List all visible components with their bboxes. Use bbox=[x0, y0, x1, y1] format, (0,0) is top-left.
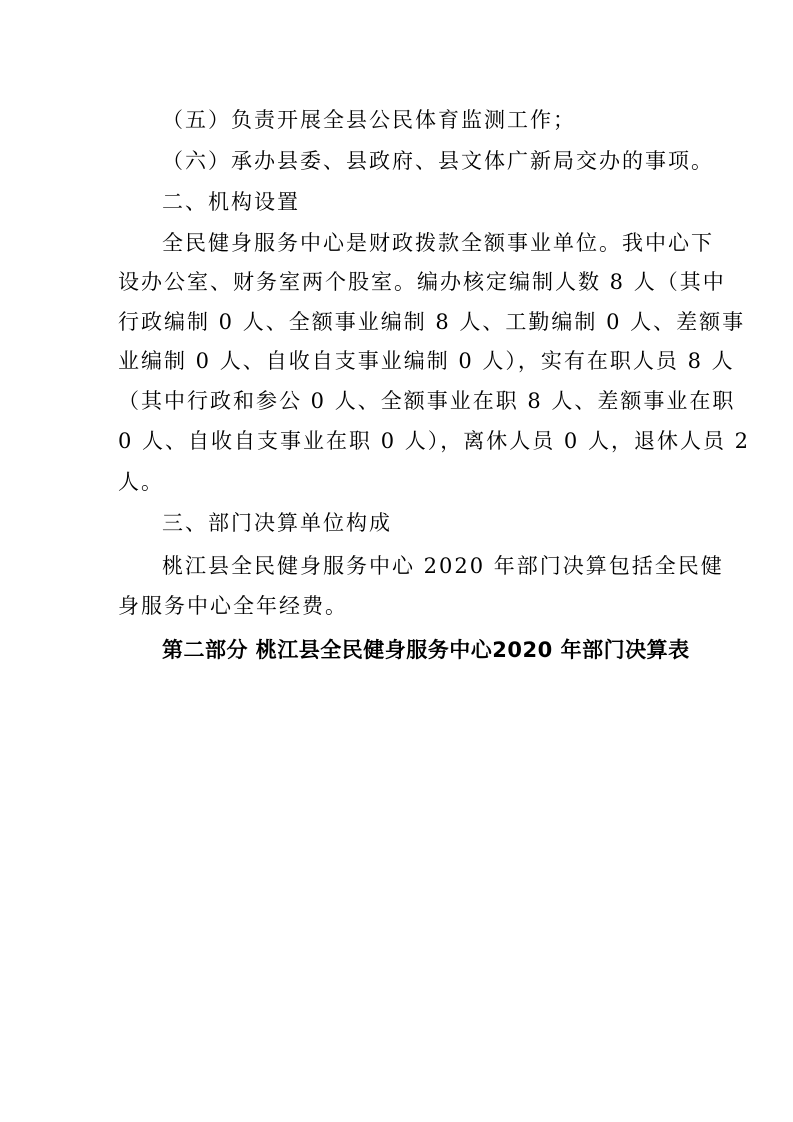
section-2-paragraph-line: 0 人、自收自支事业在职 0 人），离休人员 0 人，退休人员 2 bbox=[118, 429, 750, 453]
section-2-paragraph-line: 行政编制 0 人、全额事业编制 8 人、工勤编制 0 人、差额事 bbox=[118, 310, 746, 334]
section-3-heading: 三、部门决算单位构成 bbox=[162, 511, 392, 535]
section-2-paragraph-line: 人。 bbox=[118, 470, 164, 494]
section-2-heading: 二、机构设置 bbox=[162, 190, 300, 214]
section-3-paragraph-line: 桃江县全民健身服务中心 2020 年部门决算包括全民健 bbox=[162, 554, 724, 578]
item-5-text: （五）负责开展全县公民体育监测工作； bbox=[162, 108, 576, 132]
section-2-paragraph-line: 设办公室、财务室两个股室。编办核定编制人数 8 人（其中 bbox=[118, 270, 726, 294]
item-6-text: （六）承办县委、县政府、县文体广新局交办的事项。 bbox=[162, 149, 714, 173]
section-3-paragraph-line: 身服务中心全年经费。 bbox=[118, 594, 348, 618]
section-2-paragraph-line: （其中行政和参公 0 人、全额事业在职 8 人、差额事业在职 bbox=[118, 389, 736, 413]
part-2-heading: 第二部分 桃江县全民健身服务中心2020 年部门决算表 bbox=[162, 638, 690, 662]
section-2-paragraph-line: 全民健身服务中心是财政拨款全额事业单位。我中心下 bbox=[162, 231, 714, 255]
section-2-paragraph-line: 业编制 0 人、自收自支事业编制 0 人），实有在职人员 8 人 bbox=[118, 349, 735, 373]
